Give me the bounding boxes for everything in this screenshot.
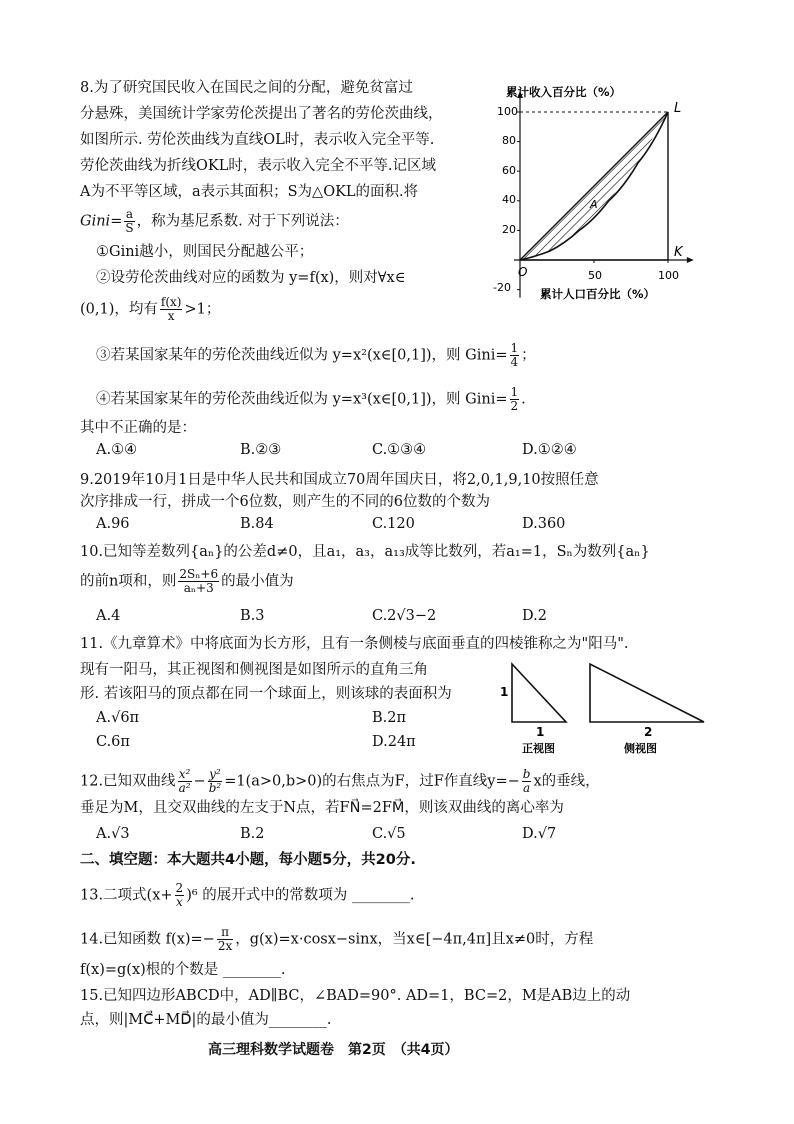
- q9-option-d: D.360: [522, 516, 566, 532]
- q14-line-1: [80, 926, 593, 953]
- q8-line-3: 如图所示. 劳伦茨曲线为直线OL时，表示收入完全平等.: [80, 132, 435, 148]
- point-L: L: [674, 101, 682, 116]
- ytick-60: 60: [502, 164, 516, 177]
- equality-line: [520, 112, 668, 260]
- s4-suffix: .: [521, 391, 526, 408]
- three-view-figure: [498, 656, 720, 756]
- q12-frac-x-den: a²: [178, 781, 191, 795]
- s2b-fraction: [160, 296, 183, 323]
- page-footer: 高三理科数学试题卷 第2页 （共4页）: [208, 1042, 459, 1058]
- gini-suffix: ，称为基尼系数. 对于下列说法：: [136, 213, 349, 230]
- q10-denominator: aₙ+3: [183, 581, 214, 595]
- ytick-80: 80: [502, 134, 516, 147]
- q12-mid: =1(a>0,b>0)的右焦点为F，过F作直线y=−: [224, 773, 520, 790]
- q12-minus: −: [193, 773, 206, 790]
- q10-option-a: A.4: [96, 608, 121, 624]
- q14-numerator: π: [217, 926, 233, 940]
- q12-prefix: 12.已知双曲线: [80, 773, 176, 790]
- q11-option-a: A.√6π: [96, 710, 140, 726]
- front-height-label: 1: [500, 685, 509, 699]
- point-K: K: [674, 245, 683, 260]
- origin-O: O: [518, 265, 528, 279]
- ytick-100: 100: [497, 105, 518, 118]
- q8-statement-1: ①Gini越小，则国民分配越公平；: [96, 244, 314, 260]
- q14-denominator: 2x: [217, 939, 233, 953]
- q11-line-2: 现有一阳马，其正视图和侧视图是如图所示的直角三角: [80, 662, 428, 678]
- q13-denominator: x: [175, 895, 183, 909]
- q14-line-2: f(x)=g(x)根的个数是 ________.: [80, 962, 286, 978]
- q8-ask: 其中不正确的是：: [80, 420, 196, 436]
- q13-suffix: )⁶ 的展开式中的常数项为 ________.: [186, 887, 415, 904]
- s3-suffix: ；: [521, 347, 536, 364]
- q8-statement-2a: ②设劳伦茨曲线对应的函数为 y=f(x)，则对∀x∈: [96, 270, 406, 286]
- q11-option-b: B.2π: [372, 710, 407, 726]
- xtick-50: 50: [588, 269, 602, 282]
- q10-option-c: C.2√3−2: [372, 608, 437, 624]
- s4-denominator: 2: [510, 399, 519, 413]
- q9-option-b: B.84: [240, 516, 274, 532]
- s2b-prefix: (0,1)，均有: [80, 301, 158, 318]
- front-view-triangle: [512, 664, 566, 722]
- q15-line-1: 15.已知四边形ABCD中，AD∥BC，∠BAD=90°. AD=1，BC=2，M是AB边上的动: [80, 988, 631, 1004]
- q10-fraction: [178, 568, 219, 595]
- q10-line-1: 10.已知等差数列{aₙ}的公差d≠0，且a₁，a₃，a₁₃成等比数列，若a₁=1，Sₙ为数列{aₙ}: [80, 544, 650, 560]
- q8-option-a: A.①④: [96, 442, 138, 458]
- xtick-100: 100: [658, 269, 679, 282]
- side-width-label: 2: [644, 725, 653, 739]
- s3-prefix: ③若某国家某年的劳伦茨曲线近似为 y=x²(x∈[0,1])，则 Gini=: [96, 347, 508, 364]
- q12-line-1: [80, 768, 600, 795]
- s2b-suffix: >1；: [184, 301, 221, 318]
- side-view-label: 侧视图: [624, 742, 657, 755]
- q15-line-2: 点，则|MC⃗+MD⃗|的最小值为________.: [80, 1012, 332, 1028]
- q8-line-5: A为不平等区域，a表示其面积；S为△OKL的面积.将: [80, 184, 419, 200]
- s4-prefix: ④若某国家某年的劳伦茨曲线近似为 y=x³(x∈[0,1])，则 Gini=: [96, 391, 508, 408]
- q8-option-b: B.②③: [240, 442, 282, 458]
- front-view-label: 正视图: [522, 742, 555, 755]
- s3-denominator: 4: [510, 355, 519, 369]
- q14-prefix: 14.已知函数 f(x)=−: [80, 931, 215, 948]
- q8-option-c: C.①③④: [372, 442, 427, 458]
- q10-prefix: 的前n项和，则: [80, 573, 177, 590]
- q11-option-c: C.6π: [96, 734, 130, 750]
- q12-frac-ba: [522, 768, 532, 795]
- ytick-neg20: -20: [493, 281, 511, 294]
- q8-line-1: 8.为了研究国民收入在国民之间的分配，避免贫富过: [80, 80, 413, 96]
- ytick-40: 40: [502, 193, 516, 206]
- q13-fraction: [175, 882, 185, 909]
- ytick-20: 20: [502, 223, 516, 236]
- x-axis-arrow: [687, 257, 694, 263]
- q9-option-a: A.96: [96, 516, 130, 532]
- q8-statement-3: [96, 342, 536, 369]
- q8-statement-4: [96, 386, 526, 413]
- front-width-label: 1: [536, 725, 545, 739]
- s2b-numerator: f(x): [160, 295, 182, 309]
- q10-line-2: [80, 568, 294, 595]
- q12-frac-ba-num: b: [522, 767, 531, 781]
- gini-numerator: a: [125, 207, 134, 221]
- q12-frac-y-num: y²: [209, 767, 221, 781]
- q11-line-1: 11.《九章算术》中将底面为长方形，且有一条侧棱与底面垂直的四棱锥称之为"阳马".: [80, 636, 629, 652]
- q12-line-2: 垂足为M，且交双曲线的左支于N点，若FN⃗=2FM⃗，则该双曲线的离心率为: [80, 800, 564, 816]
- gini-label: Gini=: [80, 213, 123, 230]
- q10-option-b: B.3: [240, 608, 265, 624]
- q11-option-d: D.24π: [372, 734, 416, 750]
- q8-line-4: 劳伦茨曲线为折线OKL时，表示收入完全不平等.记区域: [80, 158, 436, 174]
- q11-line-3: 形. 若该阳马的顶点都在同一个球面上，则该球的表面积为: [80, 686, 452, 702]
- q12-frac-y-den: b²: [208, 781, 222, 795]
- lorenz-chart: [490, 80, 710, 305]
- q13-prefix: 13.二项式(x+: [80, 887, 173, 904]
- q12-option-a: A.√3: [96, 826, 130, 842]
- q12-option-c: C.√5: [372, 826, 406, 842]
- side-view-triangle: [590, 664, 704, 722]
- s4-fraction: [510, 386, 520, 413]
- q8-line-2: 分悬殊，美国统计学家劳伦茨提出了著名的劳伦茨曲线，: [80, 106, 443, 122]
- q13-numerator: 2: [175, 881, 184, 895]
- chart-ylabel: 累计收入百分比（%）: [506, 85, 622, 99]
- q10-numerator: 2Sₙ+6: [179, 567, 219, 581]
- q12-frac-x-num: x²: [178, 767, 191, 781]
- q10-option-d: D.2: [522, 608, 547, 624]
- region-A: A: [590, 198, 598, 211]
- q14-suffix: ，g(x)=x·cosx−sinx，当x∈[−4π,4π]且x≠0时，方程: [235, 931, 594, 948]
- q9-line-2: 次序排成一行，拼成一个6位数，则产生的不同的6位数的个数为: [80, 494, 490, 510]
- chart-xlabel: 累计人口百分比（%）: [540, 287, 656, 301]
- q9-option-c: C.120: [372, 516, 415, 532]
- s3-fraction: [510, 342, 520, 369]
- q12-option-b: B.2: [240, 826, 265, 842]
- gini-fraction: [124, 208, 134, 235]
- q14-fraction: [217, 926, 233, 953]
- gini-denominator: S: [125, 221, 134, 235]
- q9-line-1: 9.2019年10月1日是中华人民共和国成立70周年国庆日，将2,0,1,9,10按照任意: [80, 472, 599, 488]
- q8-statement-2b: [80, 296, 220, 323]
- q8-gini-line: [80, 208, 349, 235]
- q12-suffix: x的垂线，: [533, 773, 600, 790]
- q12-frac-y: [208, 768, 223, 795]
- s3-numerator: 1: [510, 341, 519, 355]
- s2b-denominator: x: [167, 309, 175, 323]
- s4-numerator: 1: [510, 385, 519, 399]
- q12-frac-ba-den: a: [523, 781, 531, 795]
- q8-option-d: D.①②④: [522, 442, 577, 458]
- q12-frac-x: [178, 768, 192, 795]
- q13-line: [80, 882, 414, 909]
- section-2-heading: 二、填空题：本大题共4小题，每小题5分，共20分.: [80, 852, 416, 868]
- q10-suffix: 的最小值为: [221, 573, 294, 590]
- q12-option-d: D.√7: [522, 826, 557, 842]
